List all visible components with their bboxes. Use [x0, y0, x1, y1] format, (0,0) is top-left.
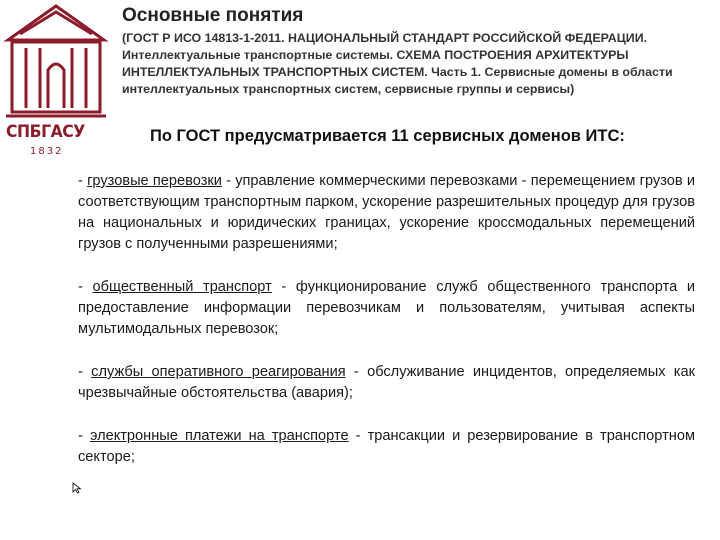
list-item	[78, 426, 695, 468]
item-description: - функционирование служб общественного транспорта и предоставление информации перевозчикам и пользователям, учитывая аспекты мультимодальных перевозок;	[78, 279, 695, 337]
mouse-cursor-icon	[72, 482, 82, 494]
item-description: - обслуживание инцидентов, определяемых как чрезвычайные обстоятельства (авария);	[78, 364, 695, 401]
item-dash: -	[78, 428, 90, 444]
university-logo	[2, 0, 110, 165]
service-domain-list	[78, 171, 695, 490]
item-term: службы оперативного реагирования	[91, 364, 346, 380]
item-term: общественный транспорт	[92, 279, 272, 295]
list-item	[78, 277, 695, 340]
item-description: - управление коммерческими перевозками - перемещением грузов и соответствующим транспортным парком, ускорение разрешительных процедур для грузов на национальных и юридических границах, ускорение кроссмодальных перемещений грузов с полученными разрешениями;	[78, 173, 695, 252]
logo-year-text: 1832	[30, 146, 64, 157]
item-dash: -	[78, 364, 92, 380]
standard-reference: (ГОСТ Р ИСО 14813-1-2011. НАЦИОНАЛЬНЫЙ СТАНДАРТ РОССИЙСКОЙ ФЕДЕРАЦИИ. Интеллектуальные транспортные системы. СХЕМА ПОСТРОЕНИЯ АРХИТЕКТУРЫ ИНТЕЛЛЕКТУАЛЬНЫХ ТРАНСПОРТНЫХ СИСТЕМ. Часть 1. Сервисные домены в области интеллектуальных транспортных систем, сервисные группы и сервисы)	[122, 31, 673, 96]
list-item	[78, 171, 695, 255]
item-term: электронные платежи на транспорте	[89, 428, 349, 444]
item-dash: -	[78, 279, 93, 295]
building-emblem-icon	[2, 0, 110, 122]
list-item	[78, 362, 695, 404]
item-term: грузовые перевозки	[87, 173, 222, 189]
page-title: Основные понятия	[122, 5, 304, 26]
logo-brand-text: СПБГАСУ	[6, 122, 85, 142]
item-description: - трансакции и резервирование в транспортном секторе;	[78, 428, 695, 465]
item-dash: -	[78, 173, 88, 189]
section-heading: По ГОСТ предусматривается 11 сервисных доменов ИТС:	[150, 127, 625, 145]
